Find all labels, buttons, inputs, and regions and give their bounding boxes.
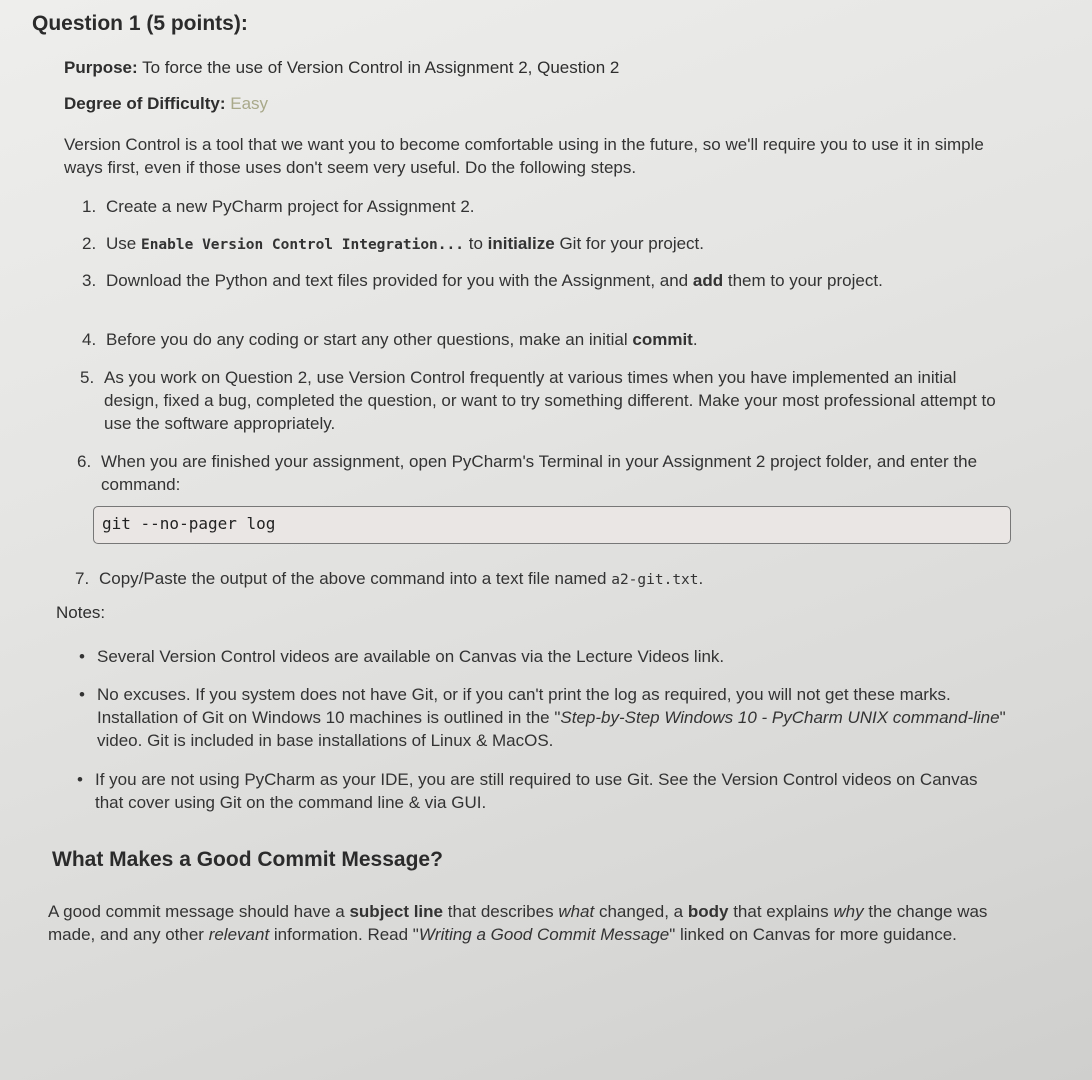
step-text: As you work on Question 2, use Version Control frequently at various times when you have implemented an initial design, fixed a bug, completed the question, or want to try something different. Make your most professional attempt to use the software appropriately. [104, 368, 996, 433]
commit-italic: what [558, 902, 595, 921]
purpose-text: To force the use of Version Control in Assignment 2, Question 2 [142, 58, 620, 77]
intro-paragraph: Version Control is a tool that we want you to become comfortable using in the future, so we'll require you to use it in simple ways first, even if those uses don't seem very useful. Do the following steps. [64, 135, 984, 177]
difficulty-line [64, 94, 268, 114]
step-number: 5. [80, 368, 95, 387]
step-number: 1. [82, 197, 97, 216]
video-title: Step-by-Step Windows 10 - PyCharm UNIX command-line [560, 708, 1000, 727]
commit-paragraph [48, 900, 1008, 946]
step-5 [80, 366, 1009, 435]
step-text: Create a new PyCharm project for Assignment 2. [106, 197, 475, 216]
step-keyword: initialize [487, 234, 555, 253]
purpose-label: Purpose: [64, 58, 138, 77]
step-keyword: commit [632, 330, 693, 349]
difficulty-value: Easy [230, 94, 269, 113]
commit-bold: body [687, 902, 729, 921]
bullet-icon: • [79, 685, 85, 704]
bullet-icon: • [79, 647, 85, 666]
note-1 [79, 645, 1007, 668]
step-4 [82, 328, 1006, 351]
note-text: Several Version Control videos are available on Canvas via the Lecture Videos link. [97, 647, 725, 666]
note-3 [77, 768, 1005, 814]
note-text: " video. Git is included in base installations of Linux & MacOS. [97, 708, 1006, 750]
step-1 [82, 195, 1006, 218]
step-text: Copy/Paste the output of the above command into a text file named [99, 569, 607, 588]
step-text: Before you do any coding or start any other questions, make an initial [106, 330, 628, 349]
step-text: to [468, 234, 483, 253]
command-text: git --no-pager log [102, 514, 276, 533]
command-code-box [93, 506, 1011, 544]
commit-text: that describes [447, 902, 554, 921]
commit-text: information. Read " [273, 925, 419, 944]
note-text: No excuses. If you system does not have Git, or if you can't print the log as required, you will not get these marks. Installation of Git on Windows 10 machines is outlined in the " [97, 685, 951, 727]
notes-title: Notes: [56, 603, 106, 622]
commit-italic: why [833, 902, 864, 921]
step-3 [82, 269, 1011, 292]
step-text: them to your project. [727, 271, 883, 290]
note-text: If you are not using PyCharm as your IDE, you are still required to use Git. See the Version Control videos on Canvas that cover using Git on the command line & via GUI. [95, 770, 978, 812]
commit-bold: subject line [349, 902, 443, 921]
commit-text: that explains [733, 902, 829, 921]
step-text: Git for your project. [559, 234, 705, 253]
bullet-icon: • [77, 770, 83, 789]
step-number: 7. [75, 569, 90, 588]
step-number: 4. [82, 330, 97, 349]
question-title: Question 1 (5 points): [32, 12, 248, 35]
step-7 [75, 567, 999, 592]
filename-code: a2-git.txt [611, 572, 699, 588]
purpose-line [64, 58, 619, 78]
difficulty-label: Degree of Difficulty: [64, 94, 226, 113]
step-6 [77, 450, 1011, 496]
step-text: When you are finished your assignment, open PyCharm's Terminal in your Assignment 2 project folder, and enter the command: [101, 452, 978, 494]
step-2 [82, 232, 1006, 257]
commit-text: A good commit message should have a [48, 902, 345, 921]
commit-text: the change was made, and any other [48, 902, 988, 944]
step-number: 2. [82, 234, 97, 253]
step-number: 3. [82, 271, 97, 290]
menu-command-code: Enable Version Control Integration... [140, 237, 464, 253]
step-number: 6. [77, 452, 92, 471]
step-text: . [698, 569, 704, 588]
note-2 [79, 683, 1007, 752]
step-text: Download the Python and text files provided for you with the Assignment, and [106, 271, 689, 290]
commit-text: " linked on Canvas for more guidance. [669, 925, 957, 944]
commit-italic: relevant [208, 925, 270, 944]
step-text: Use [106, 234, 137, 253]
commit-text: changed, a [598, 902, 684, 921]
commit-italic: Writing a Good Commit Message [418, 925, 670, 944]
commit-section-title: What Makes a Good Commit Message? [52, 848, 443, 871]
step-text: . [692, 330, 698, 349]
step-keyword: add [692, 271, 724, 290]
